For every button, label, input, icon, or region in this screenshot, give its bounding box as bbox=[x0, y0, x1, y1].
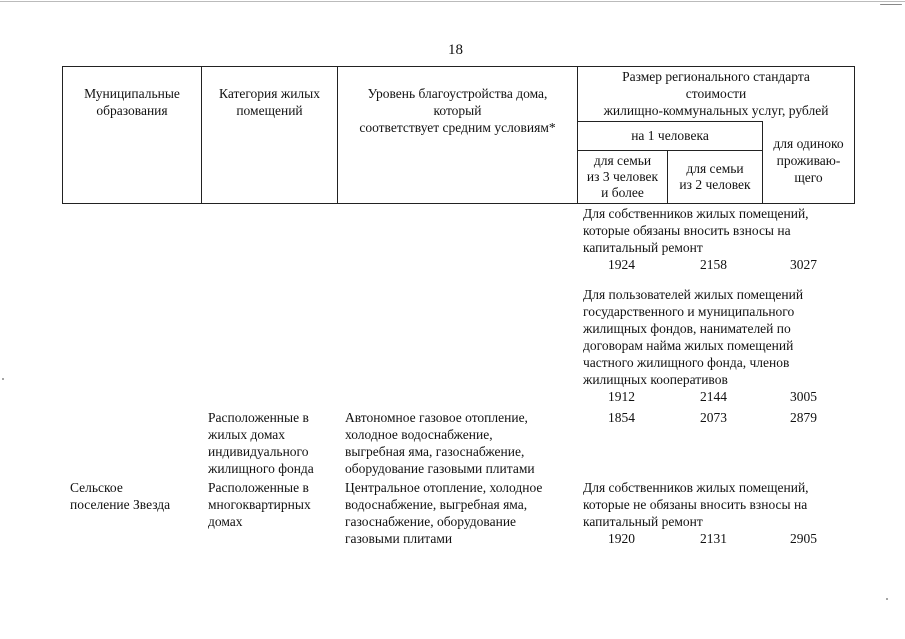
scan-speck bbox=[2, 378, 4, 380]
header-municipal: Муниципальные образования bbox=[84, 86, 180, 118]
header-single: для одиноко проживаю- щего bbox=[773, 136, 844, 185]
value-apartment-single: 2905 bbox=[790, 531, 817, 546]
value-users-family3: 1912 bbox=[608, 389, 635, 404]
header-family2: для семьи из 2 человек bbox=[679, 161, 751, 192]
header-category: Категория жилых помещений bbox=[219, 86, 320, 118]
row-individual-level: Автономное газовое отопление, холодное водоснабжение, выгребная яма, газоснабжение, оборудование газовыми плитами bbox=[345, 410, 535, 476]
value-individual-single: 2879 bbox=[790, 410, 817, 425]
row-apartment-level: Центральное отопление, холодное водоснабжение, выгребная яма, газоснабжение, оборудование газовыми плитами bbox=[345, 480, 543, 546]
section-owners-obliged: Для собственников жилых помещений, которые обязаны вносить взносы на капитальный ремонт bbox=[583, 206, 809, 255]
section-owners-not-obliged: Для собственников жилых помещений, которые не обязаны вносить взносы на капитальный ремонт bbox=[583, 480, 809, 529]
scan-speck bbox=[880, 4, 902, 5]
section-users: Для пользователей жилых помещений государственного и муниципального жилищных фондов, нанимателей по договорам найма жилых помещений частного жилищного фонда, членов жилищных кооперативов bbox=[583, 287, 804, 387]
row-municipality-name: Сельское поселение Звезда bbox=[70, 480, 171, 512]
value-apartment-family2: 2131 bbox=[700, 531, 727, 546]
page-number: 18 bbox=[448, 42, 463, 58]
header-family3: для семьи из 3 человек и более bbox=[586, 153, 659, 200]
value-apartment-family3: 1920 bbox=[608, 531, 635, 546]
row-individual-category: Расположенные в жилых домах индивидуального жилищного фонда bbox=[208, 410, 314, 476]
value-users-single: 3005 bbox=[790, 389, 817, 404]
value-individual-family2: 2073 bbox=[700, 410, 727, 425]
scan-edge-line bbox=[0, 1, 905, 2]
value-individual-family3: 1854 bbox=[608, 410, 635, 425]
header-level: Уровень благоустройства дома, который соответствует средним условиям* bbox=[359, 86, 556, 135]
header-per-person: на 1 человека bbox=[631, 128, 709, 143]
scan-speck bbox=[886, 598, 888, 600]
value-owners-obliged-family2: 2158 bbox=[700, 257, 727, 272]
row-apartment-category: Расположенные в многоквартирных домах bbox=[208, 480, 311, 529]
value-owners-obliged-single: 3027 bbox=[790, 257, 817, 272]
value-owners-obliged-family3: 1924 bbox=[608, 257, 635, 272]
header-standard: Размер регионального стандарта стоимости жилищно-коммунальных услуг, рублей bbox=[603, 69, 829, 118]
value-users-family2: 2144 bbox=[700, 389, 727, 404]
